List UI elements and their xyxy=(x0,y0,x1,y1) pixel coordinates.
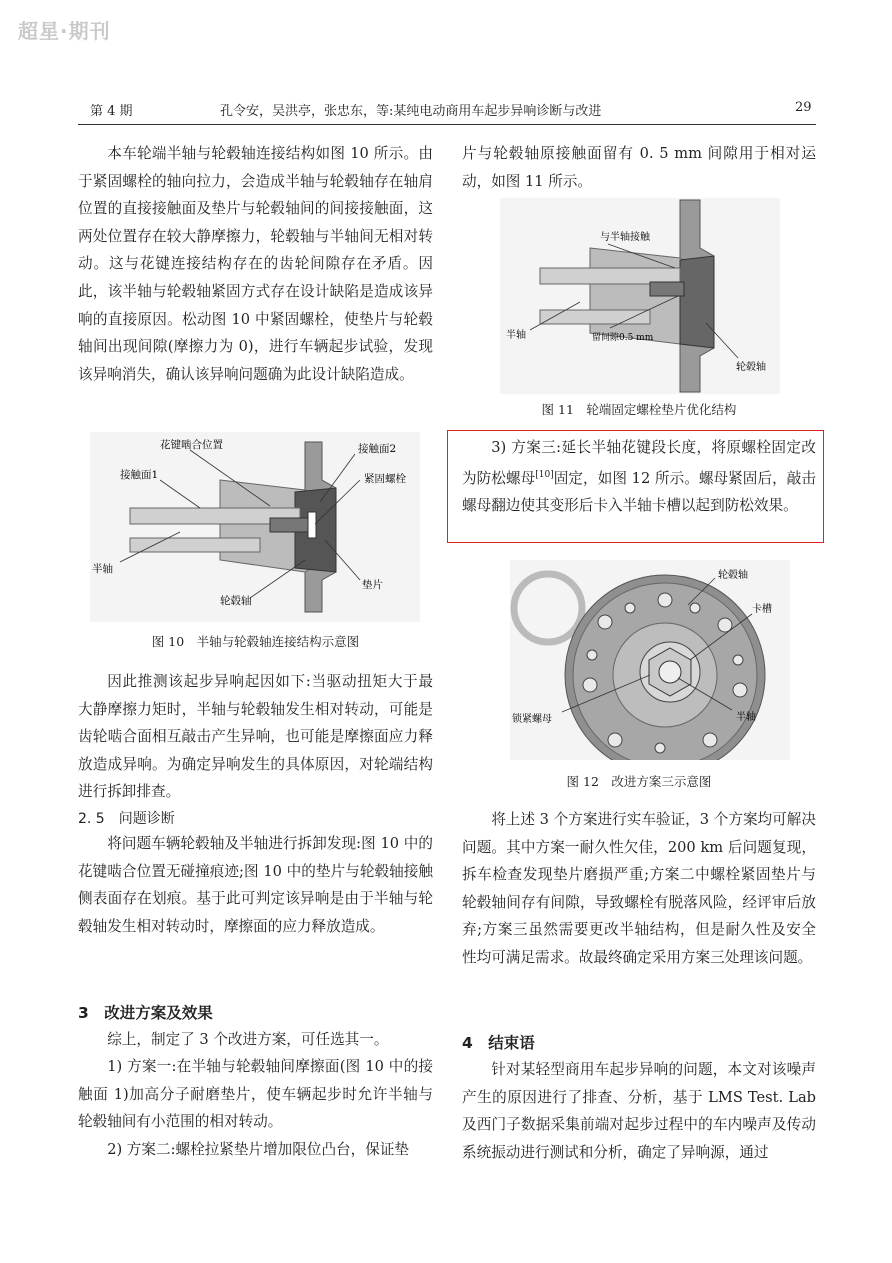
label-half-shaft: 半轴 xyxy=(506,330,526,341)
section-2-5-title: 2. 5 问题诊断 xyxy=(78,811,175,827)
paragraph: 1) 方案一:在半轴与轮毂轴间摩擦面(图 10 中的接触面 1)加高分子耐磨垫片，使车辆起步时允许半轴与轮毂轴间有小范围的相对转动。 xyxy=(78,1058,433,1131)
scheme-3-text-a: 3) 方案三:延长半轴花键段长度，将原螺栓固定改为防松螺母 xyxy=(462,439,816,487)
label-hub-shaft: 轮毂轴 xyxy=(220,595,252,607)
scheme-3-text-b: 固定，如图 12 所示。螺母紧固后，敲击螺母翻边使其变形后卡入半轴卡槽以起到防松效果。 xyxy=(462,469,816,515)
label-contact-2: 接触面2 xyxy=(358,443,397,455)
label-half-shaft: 半轴 xyxy=(92,563,113,575)
header-rule xyxy=(78,124,816,125)
label-lock-nut: 锁紧螺母 xyxy=(512,714,552,725)
paragraph: 针对某轻型商用车起步异响的问题，本文对该噪声产生的原因进行了排查、分析，基于 LMS Test. Lab 及西门子数据采集前端对起步过程中的车内噪声及传动系统振动进行测试和分析，确定了异响源，通过 xyxy=(462,1061,816,1161)
label-hub-shaft: 轮毂轴 xyxy=(718,570,748,581)
paragraph: 片与轮毂轴原接触面留有 0. 5 mm 间隙用于相对运动，如图 11 所示。 xyxy=(462,145,816,190)
label-contact-1: 接触面1 xyxy=(120,469,159,481)
figure-10-caption: 图 10 半轴与轮毂轴连接结构示意图 xyxy=(151,634,360,649)
label-half-shaft: 半轴 xyxy=(736,712,756,723)
paragraph: 综上，制定了 3 个改进方案，可任选其一。 xyxy=(107,1031,389,1048)
citation-ref: [10] xyxy=(535,469,554,480)
issue-number: 第 4 期 xyxy=(90,104,133,119)
label-gap: 留间隙0.5 mm xyxy=(592,333,654,343)
scheme-3-paragraph xyxy=(462,434,816,520)
label-contact-half-shaft: 与半轴接触 xyxy=(600,232,650,243)
paragraph: 将问题车辆轮毂轴及半轴进行拆卸发现:图 10 中的花键啮合位置无碰撞痕迹;图 10 中的垫片与轮毂轴接触侧表面存在划痕。基于此可判定该异响是由于半轴与轮毂轴发生相对转动时，摩擦面的应力释放造成。 xyxy=(78,835,433,935)
label-washer: 垫片 xyxy=(362,579,383,591)
figure-11-caption: 图 11 轮端固定螺栓垫片优化结构 xyxy=(541,402,737,417)
section-3-title: 3 改进方案及效果 xyxy=(78,1004,213,1022)
page-number: 29 xyxy=(795,100,812,115)
paragraph: 将上述 3 个方案进行实车验证，3 个方案均可解决问题。其中方案一耐久性欠佳，200 km 后问题复现，拆车检查发现垫片磨损严重;方案二中螺栓紧固垫片与轮毂轴间存有间隙，导致螺栓有脱落风险，经评审后放弃;方案三虽然需要更改半轴结构，但是耐久性及安全性均可满足需求。故最终确定采用方案三处理该问题。 xyxy=(462,811,816,966)
watermark-logo: 超星·期刊 xyxy=(18,19,111,43)
paragraph: 2) 方案二:螺栓拉紧垫片增加限位凸台，保证垫 xyxy=(107,1141,410,1158)
label-bolt: 紧固螺栓 xyxy=(364,473,406,485)
paragraph: 本车轮端半轴与轮毂轴连接结构如图 10 所示。由于紧固螺栓的轴向拉力，会造成半轴与轮毂轴存在轴肩位置的直接接触面及垫片与轮毂轴间的间接接触面，这两处位置存在较大静摩擦力，轮毂轴与半轴间无相对转动。这与花键连接结构存在的齿轮间隙存在矛盾。因此，该半轴与轮毂轴紧固方式存在设计缺陷是造成该异响的直接原因。松动图 10 中紧固螺栓，使垫片与轮毂轴间出现间隙(摩擦力为 0)，进行车辆起步试验，发现该异响消失，确认该异响问题确为此设计缺陷造成。 xyxy=(78,145,433,383)
running-title: 孔令安，吴洪亭，张忠东，等:某纯电动商用车起步异响诊断与改进 xyxy=(220,104,602,119)
figure-12-diagram xyxy=(510,560,790,760)
paragraph: 因此推测该起步异响起因如下:当驱动扭矩大于最大静摩擦力矩时，半轴与轮毂轴发生相对转动，可能是齿轮啮合面相互敲击产生异响，也可能是摩擦面应力释放造成异响。为确定异响发生的具体原因，对轮端结构进行拆卸排查。 xyxy=(78,673,433,801)
section-4-title: 4 结束语 xyxy=(462,1034,535,1052)
label-groove: 卡槽 xyxy=(752,604,772,615)
label-spline-mesh: 花键啮合位置 xyxy=(160,439,223,451)
label-hub-shaft: 轮毂轴 xyxy=(736,362,766,373)
figure-12-caption: 图 12 改进方案三示意图 xyxy=(566,774,712,789)
figure-11-diagram xyxy=(500,198,780,394)
figure-10-diagram xyxy=(90,432,420,622)
